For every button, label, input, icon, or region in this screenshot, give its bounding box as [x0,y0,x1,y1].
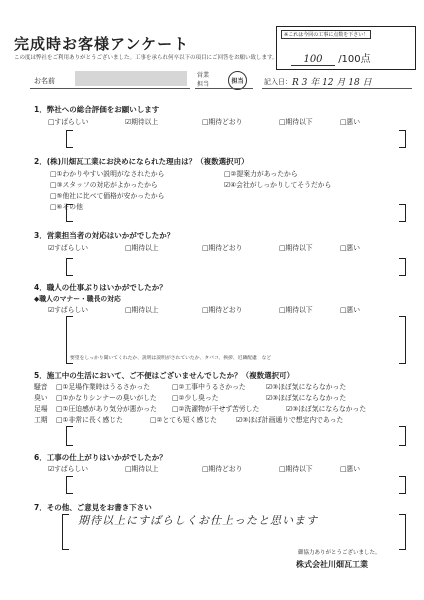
q6-bracket-left [66,476,73,494]
q5-title: 5．施工中の生活において、ご不便はございませんでしたか？（複数選択可） [34,371,295,380]
name-label: お名前 [34,77,55,85]
q5-row-4-option-1[interactable]: □①非常に長く感じた [56,416,123,424]
q4-hint: 要望をしっかり聞いてくれたか、説明は説明がされていたか、タバコ、挨拶、近隣配慮 など [70,356,272,361]
score-row [291,50,371,66]
name-underline [30,88,190,89]
date-value[interactable]: R 3 年 12 月 18 日 [292,78,372,88]
q4-option-4[interactable]: □期待以下 [279,306,313,314]
q4-subtitle: ◆職人のマナー・職長の対応 [34,295,121,303]
page-title: 完成時お客様アンケート [14,35,190,53]
score-value[interactable]: 100 [291,54,335,66]
q1-option-5[interactable]: □悪い [340,118,361,126]
q1-bracket-left [66,130,73,148]
sales-label-1: 営業 [197,72,210,79]
q1-option-1[interactable]: □すばらしい [48,118,89,126]
q4-option-3[interactable]: □期待どおり [202,306,243,314]
sales-label-2: 担当 [197,81,210,88]
q4-bracket-right [399,316,406,364]
q5-row-3-option-1[interactable]: □①圧迫感があり気分が悪かった [56,405,157,413]
q4-option-5[interactable]: □悪い [340,306,361,314]
q5-row-2-label: 臭い [34,394,48,402]
q3-option-4[interactable]: □期待以下 [279,244,313,252]
thanks-text: 御協力ありがとうございました。 [298,550,381,556]
score-box [276,26,416,70]
q7-title: 7．その他、ご意見をお書き下さい [34,503,152,512]
q3-bracket-right [399,258,406,276]
q5-row-2-option-1[interactable]: □①かなりシンナーの臭いがした [56,394,157,402]
q2-option-5[interactable]: □⑤他社に比べて価格が安かったから [50,192,165,200]
q6-title: 6．工事の仕上がりはいかがでしたか？ [34,453,167,462]
q5-row-1-option-1[interactable]: □①足場作業時はうるさかった [56,383,151,391]
q5-row-1-option-3[interactable]: ☑③ほぼ気にならなかった [266,383,347,391]
q5-row-3-option-2[interactable]: □②洗濯物が干せず苦労した [172,405,260,413]
q2-option-4[interactable]: ☑④会社がしっかりしてそうだから [224,181,332,189]
sales-underline [195,88,253,89]
q5-bracket-left [66,426,73,446]
q3-option-3[interactable]: □期待どおり [202,244,243,252]
q6-option-4[interactable]: □期待以下 [279,465,313,473]
q3-option-2[interactable]: □期待以上 [125,244,159,252]
q5-row-1-label: 騒音 [34,383,48,391]
staff-seal-stamp: 担当 [228,71,247,90]
q7-comment[interactable]: 期待以上にすばらしくお仕上ったと思います [78,514,318,527]
q6-bracket-right [399,476,406,494]
q6-option-2[interactable]: □期待以上 [125,465,159,473]
q7-bracket-right [399,514,406,550]
q5-row-3-option-3[interactable]: ☑③ほぼ気にならなかった [286,405,367,413]
date-underline [262,88,412,89]
q5-row-4-option-3[interactable]: ☑③ほぼ計画通りで想定内であった [236,416,344,424]
q4-option-1[interactable]: ☑すばらしい [48,306,89,314]
q6-option-3[interactable]: □期待どおり [202,465,243,473]
q2-option-1[interactable]: □①わかりやすい説明がなされたから [50,170,165,178]
q6-option-1[interactable]: ☑すばらしい [48,465,89,473]
q5-row-2-option-3[interactable]: ☑③ほぼ気にならなかった [266,394,347,402]
intro-text: この度は弊社をご利用ありがとうございました。工事を承られ何卒以下の項目にご回答をお願い致します。 [14,55,278,61]
q1-option-2[interactable]: ☑期待以上 [125,118,159,126]
q1-option-3[interactable]: □期待どおり [202,118,243,126]
q5-row-3-label: 足場 [34,405,48,413]
q3-option-5[interactable]: □悪い [340,244,361,252]
q4-option-2[interactable]: □期待以上 [125,306,159,314]
q2-option-6[interactable]: □⑥その他 [50,203,83,211]
q6-option-5[interactable]: □悪い [340,465,361,473]
q5-row-2-option-2[interactable]: □②少し臭った [172,394,219,402]
score-suffix: /100点 [338,54,371,65]
q3-title: 3．営業担当者の対応はいかがでしたか？ [34,231,175,240]
q5-row-4-option-2[interactable]: □②とても短く感じた [150,416,217,424]
q1-option-4[interactable]: □期待以下 [279,118,313,126]
q2-option-2[interactable]: □②提案力があったから [224,170,298,178]
q2-bracket-right [399,204,406,222]
q1-bracket-right [399,130,406,148]
score-note: ※これは今回の工事に点数を下さい！ [281,30,371,39]
q1-title: 1．弊社への総合評価をお願いします [34,105,160,114]
q5-bracket-right [399,426,406,446]
q5-row-4-label: 工期 [34,416,48,424]
redacted-name-field[interactable] [75,71,187,86]
q7-bracket-left [62,514,69,550]
company-name: 株式会社川畑瓦工業 [296,560,368,569]
q5-row-1-option-2[interactable]: □②工事中うるさかった [172,383,246,391]
q2-option-3[interactable]: □③スタッフの対応がよかったから [50,181,158,189]
q4-title: 4．職人の仕事ぶりはいかがでしたか？ [34,283,167,292]
q3-bracket-left [66,258,73,276]
q3-option-1[interactable]: ☑すばらしい [48,244,89,252]
date-label: 記入日： [264,78,292,86]
q2-title: 2．(株)川畑瓦工業にお決めになられた理由は？（複数選択可） [34,157,249,166]
q2-bracket-left [66,204,73,222]
